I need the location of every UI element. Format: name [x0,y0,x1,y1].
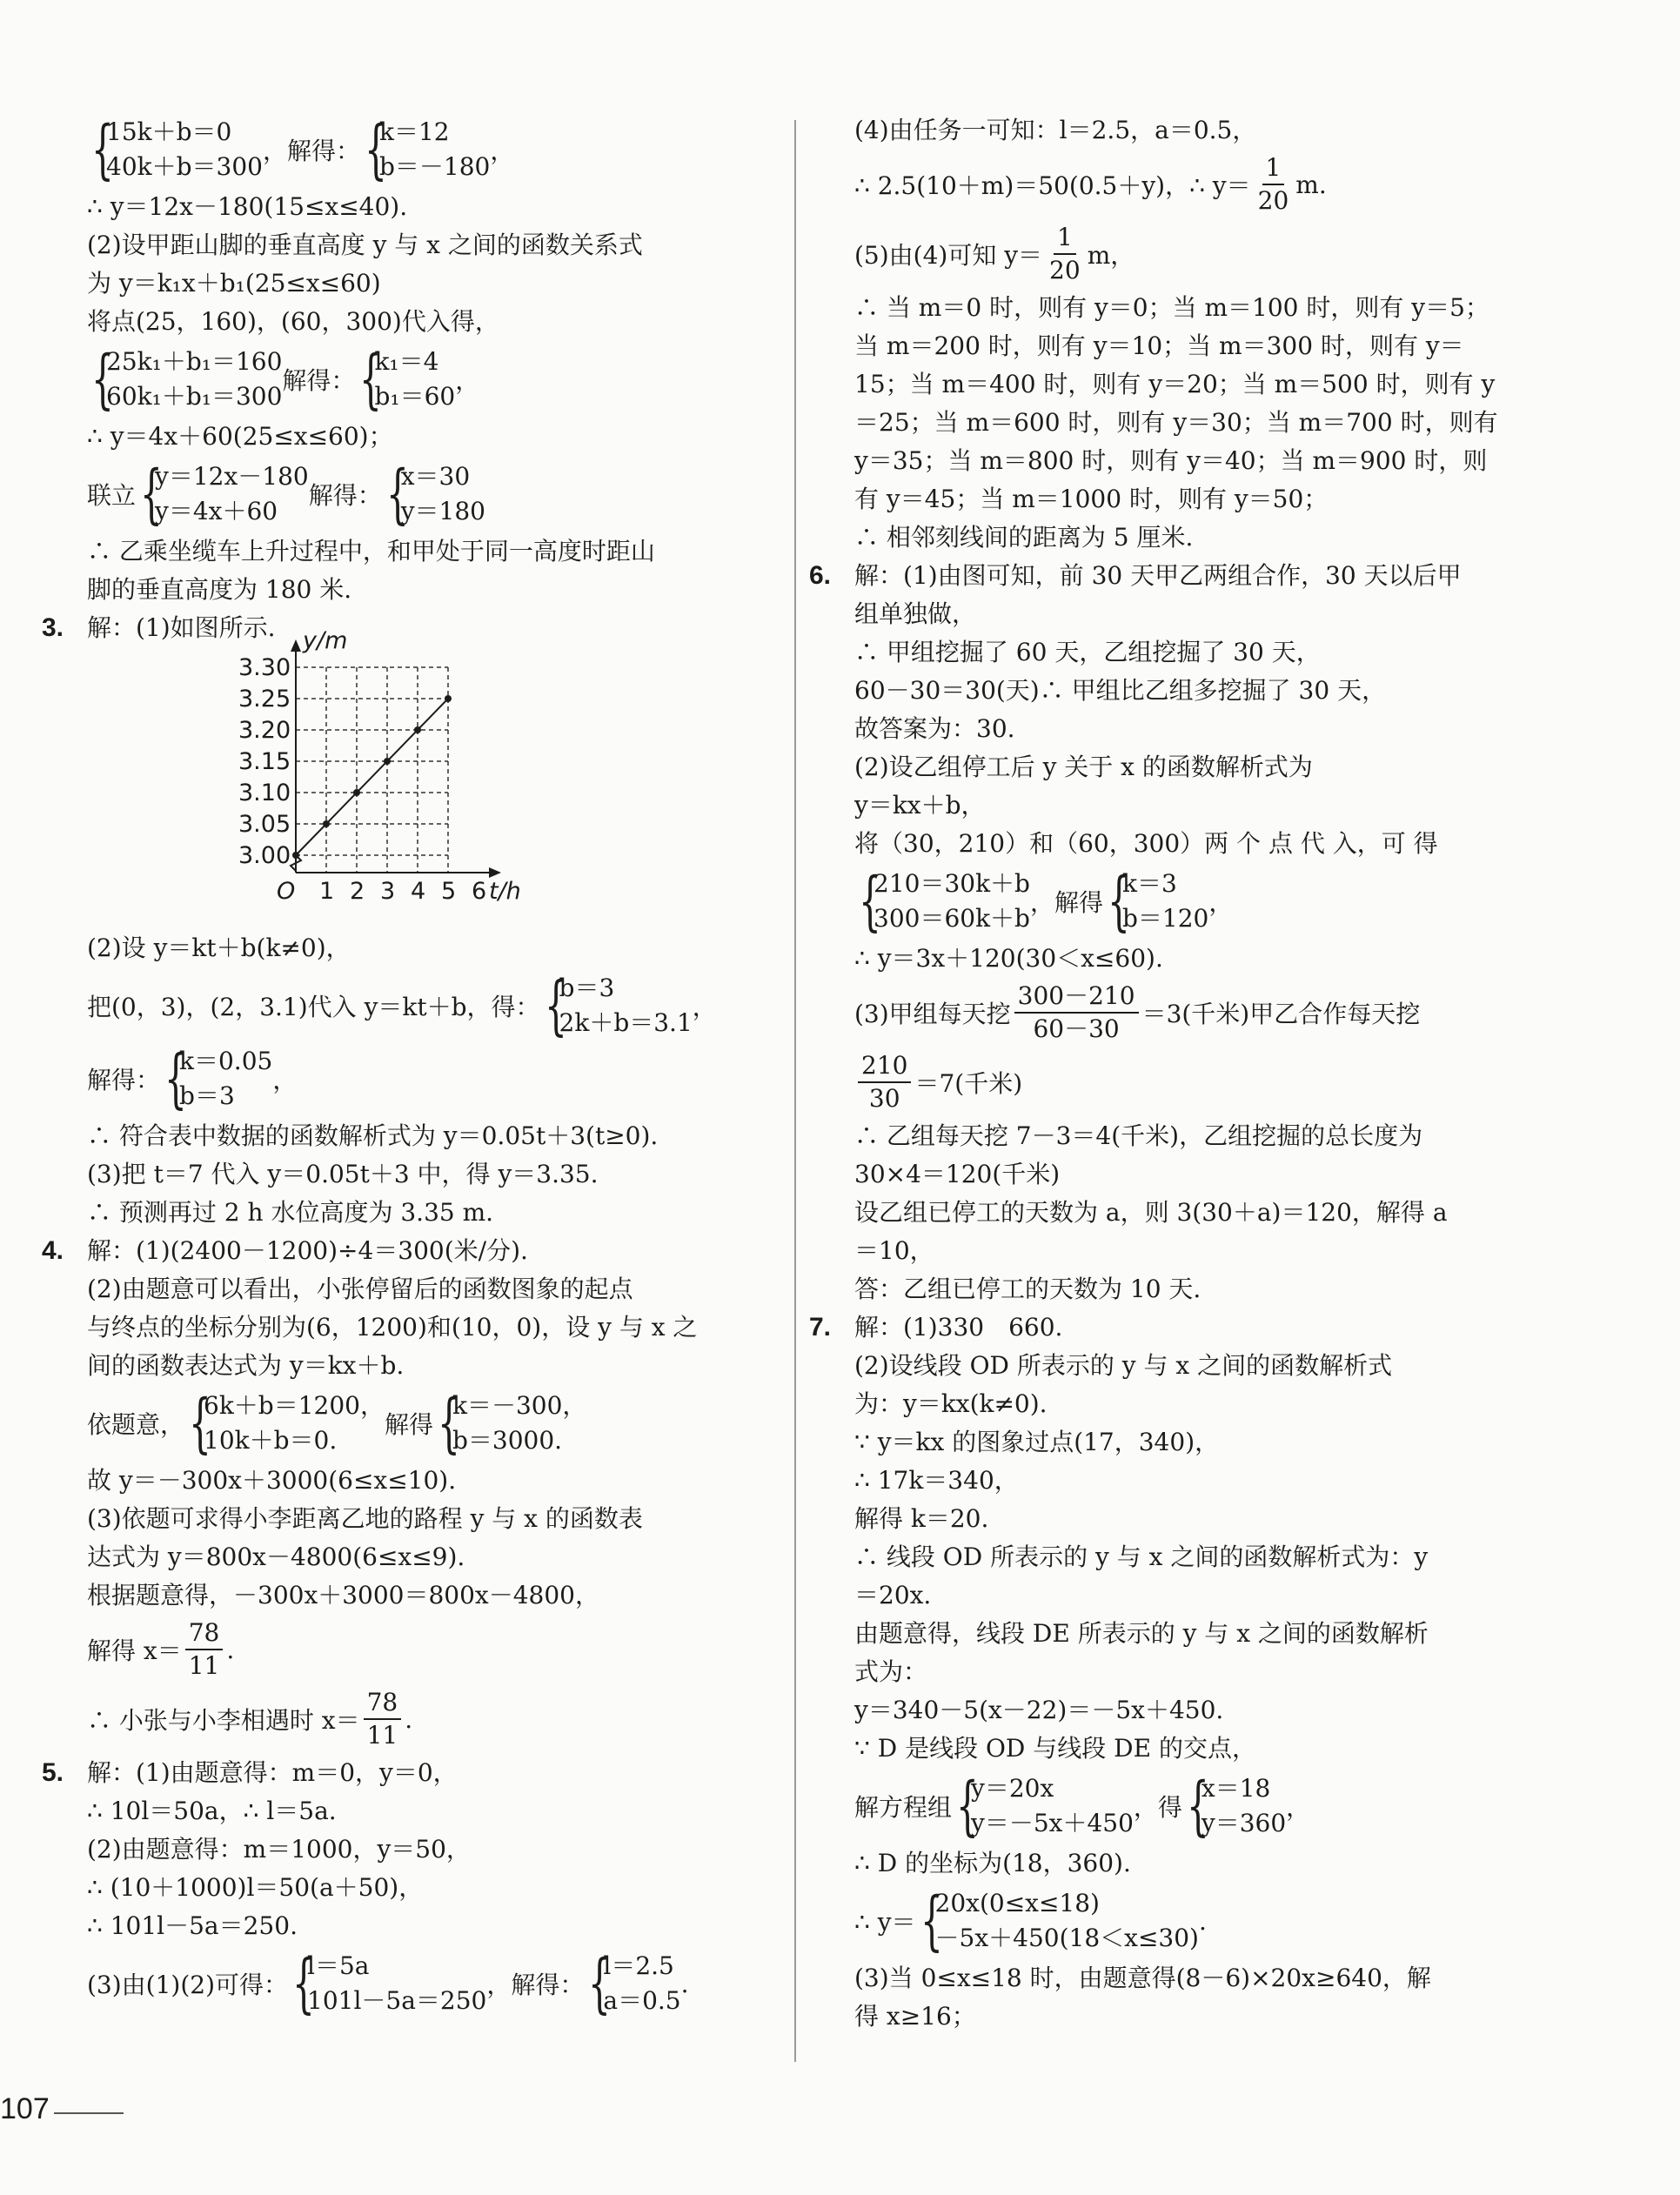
brace: { [437,1386,460,1461]
text-line: 解：(1)330 660. [854,1313,1063,1342]
data-point [353,789,360,796]
sys-row: k＝12 [378,117,450,146]
sys-row: 10k＋b＝0. [204,1426,338,1455]
frac-pre: (3)甲组每天挖 [854,1000,1011,1028]
text-line: ∵ D 是线段 OD 与线段 DE 的交点， [854,1734,1256,1763]
denominator: 60－30 [1033,1014,1120,1043]
frac-pre: 解得 x＝ [87,1636,182,1665]
text-line: 由题意得，线段 DE 所表示的 y 与 x 之间的函数解析 [854,1619,1429,1648]
equation-system [87,1041,783,1116]
sys-row: y＝12x－180 [155,462,309,491]
sys-row: b＝3 [179,1081,235,1110]
sys-row: a＝0.5 [603,1986,681,2015]
frac-tail: . [405,1704,413,1734]
text-line: 为 y＝k₁x＋b₁(25≤x≤60) [87,269,381,298]
text-line: ∴ y＝3x＋120(30＜x≤60). [854,944,1163,973]
text-line: ∴ y＝4x＋60(25≤x≤60)； [87,422,393,451]
text-line: 达式为 y＝800x－4800(6≤x≤9). [87,1543,465,1571]
sys-row: －5x＋450(18＜x≤30) [934,1924,1199,1952]
sys-row: b＝3 [559,974,615,1002]
frac-tail: ＝7(千米) [914,1069,1023,1098]
sys-row: b＝120 [1121,904,1209,933]
equation-system [87,968,783,1043]
frac-pre: (5)由(4)可知 y＝ [854,241,1043,270]
x-tick-label: 2 [350,878,365,905]
sys-row: b＝－180 [378,152,491,181]
sys-row: y＝－5x＋450 [971,1809,1134,1837]
sys-row: 15k＋b＝0 [106,117,232,146]
brace: { [90,112,114,187]
text-line: 为：y＝kx(k≠0). [854,1389,1047,1418]
y-tick-label: 3.05 [238,811,291,838]
left-column [42,111,783,2022]
text-line: 有 y＝45；当 m＝1000 时，则有 y＝50； [854,485,1329,513]
sys-mid: 解得 [384,1410,433,1439]
text-line: (3)依题可求得小李距离乙地的路程 y 与 x 的函数表 [87,1504,643,1533]
text-line: 故答案为：30. [854,714,1015,743]
sys-row: k＝3 [1121,869,1177,898]
text-line: ＝10， [854,1236,934,1265]
x-tick-label: 3 [380,878,396,905]
sys-row: l＝2.5 [603,1951,674,1980]
sys-pre: 解得： [87,1066,161,1094]
x-tick-label: 1 [319,878,335,905]
page-number: 107 [0,2092,50,2125]
text-line: 故 y＝－300x＋3000(6≤x≤10). [87,1466,457,1495]
text-line: ＝20x. [854,1581,932,1609]
sys-row: y＝4x＋60 [155,497,278,525]
text-line: 当 m＝200 时，则有 y＝10；当 m＝300 时，则有 y＝ [854,331,1464,360]
sys-pre: 把(0，3)，(2，3.1)代入 y＝kt＋b，得： [87,993,540,1021]
fraction-line [854,219,1516,289]
fraction [858,1050,911,1114]
sys-tail: ， [272,1066,298,1094]
sys-tail: ， [455,366,480,395]
data-point [384,758,391,765]
text-line: 得 x≥16； [854,2002,976,2031]
problem-number: 7. [809,1313,832,1342]
sys-row: 2k＋b＝3.1 [559,1008,693,1037]
sys-tail: . [680,1969,689,1998]
fraction [185,1617,224,1682]
brace: { [164,1041,187,1116]
fraction-line [87,1684,783,1754]
equation-system [87,112,783,187]
data-point [414,726,421,733]
text-line: y＝340－5(x－22)＝－5x＋450. [854,1696,1224,1724]
text-line: 根据题意得，－300x＋3000＝800x－4800， [87,1581,599,1609]
sys-pre: (3)由(1)(2)可得： [87,1971,288,1999]
denominator: 20 [1257,186,1289,215]
numerator: 1 [1262,152,1285,185]
y-tick-label: 3.15 [238,748,291,775]
text-line: 脚的垂直高度为 180 米. [87,575,352,604]
y-tick-label: 3.20 [238,717,291,744]
sys-row: 210＝30k＋b [873,869,1030,898]
brace: { [588,1946,612,2021]
water-level-chart [235,627,522,929]
brace: { [90,342,114,417]
frac-tail: ＝3(千米)甲乙合作每天挖 [1141,1000,1421,1028]
text-line: ∴ 预测再过 2 h 水位高度为 3.35 m. [87,1198,494,1227]
text-line: (2)由题意可以看出，小张停留后的函数图象的起点 [87,1275,633,1303]
frac-tail: m， [1087,241,1135,270]
brace: { [359,342,383,417]
problem-number: 4. [42,1236,64,1265]
fraction [1255,152,1293,217]
sys-pre: 依题意， [87,1410,185,1439]
y-axis-label: y/m [303,627,348,654]
column-divider [794,120,796,2062]
sys-mid: 解得： [282,366,356,395]
text-line: ∴ 相邻刻线间的距离为 5 厘米. [854,523,1194,552]
y-tick-label: 3.00 [238,842,291,869]
sys-row: l＝5a [307,1951,370,1980]
text-line: (2)由题意得：m＝1000，y＝50， [87,1835,471,1864]
equation-system [87,457,783,532]
equation-system [854,1769,1516,1844]
text-line: ∴ y＝12x－180(15≤x≤40). [87,192,408,221]
text-line: 将点(25，160)，(60，300)代入得， [87,307,499,336]
problem-number: 6. [809,561,832,590]
y-tick-label: 3.25 [238,686,291,713]
text-line: 设乙组已停工的天数为 a，则 3(30＋a)＝120，解得 a [854,1198,1448,1227]
sys-row: 25k₁＋b₁＝160 [106,347,283,376]
text-line: (2)设甲距山脚的垂直高度 y 与 x 之间的函数关系式 [87,231,643,259]
text-line: ∵ y＝kx 的图象过点(17，340)， [854,1428,1220,1456]
series-line [296,699,448,855]
frac-pre: ∴ 小张与小李相遇时 x＝ [87,1706,360,1735]
right-column [809,111,1516,2036]
brace: { [858,864,881,939]
sys-mid: ，得 [1133,1793,1182,1822]
problem-4-start [42,1232,783,1270]
text-line: 间的函数表达式为 y＝kx＋b. [87,1351,405,1380]
equation-system [87,1386,783,1461]
y-tick-label: 3.30 [238,654,291,681]
data-point [445,695,452,702]
brace: { [544,968,567,1043]
numerator: 78 [364,1687,402,1720]
text-line: 解：(1)由图可知，前 30 天甲乙两组合作，30 天以后甲 [854,561,1462,590]
problem-6-start [809,557,1516,595]
text-line: (4)由任务一可知：l＝2.5，a＝0.5， [854,116,1257,144]
x-axis-arrow [489,867,501,878]
text-line: ＝25；当 m＝600 时，则有 y＝30；当 m＝700 时，则有 [854,408,1498,437]
sys-row: 40k＋b＝300 [106,152,263,181]
piecewise-function [854,1886,1516,1956]
sys-tail: ， [490,137,515,165]
sys-pre: 联立 [87,481,137,510]
text-line: ∴ 乙乘坐缆车上升过程中，和甲处于同一高度时距山 [87,537,655,565]
fraction-line [854,978,1516,1047]
equation-system [87,1946,783,2021]
x-tick-label: 5 [441,878,457,905]
text-line: ∴ 101l－5a＝250. [87,1911,298,1940]
brace: { [291,1946,315,2021]
sys-row: k＝－300， [452,1391,587,1420]
brace: { [920,1884,943,1958]
frac-tail: . [226,1635,235,1664]
sys-row: y＝360 [1201,1809,1287,1837]
text-line: 解：(1)由题意得：m＝0，y＝0， [87,1758,458,1787]
frac-tail: m. [1295,170,1327,199]
sys-row: 6k＋b＝1200， [204,1391,385,1420]
numerator: 1 [1054,222,1076,255]
denominator: 30 [868,1084,900,1113]
sys-row: x＝18 [1201,1774,1271,1803]
text-line: ∴ 线段 OD 所表示的 y 与 x 之间的函数解析式为：y [854,1543,1429,1571]
denominator: 11 [366,1721,398,1750]
text-line: (2)设乙组停工后 y 关于 x 的函数解析式为 [854,753,1313,781]
sys-row: x＝30 [400,462,471,491]
sys-tail: ， [1208,888,1234,917]
text-line: ∴ 符合表中数据的函数解析式为 y＝0.05t＋3(t≥0). [87,1121,659,1150]
text-line: ∴ 乙组每天挖 7－3＝4(千米)，乙组挖掘的总长度为 [854,1121,1423,1150]
equation-system [854,864,1516,939]
fraction [1014,980,1139,1045]
text-line: 式为： [854,1657,928,1686]
text-line: ∴ 当 m＝0 时，则有 y＝0；当 m＝100 时，则有 y＝5； [854,293,1489,322]
sys-row: k＝0.05 [179,1047,273,1075]
text-line: ∴ (10＋1000)l＝50(a＋50)， [87,1873,424,1902]
text-line: (2)设线段 OD 所表示的 y 与 x 之间的函数解析式 [854,1351,1393,1380]
text-line: ∴ 17k＝340， [854,1466,1019,1495]
brace: { [1186,1769,1209,1844]
sys-tail: . [1198,1906,1207,1936]
sys-row: y＝20x [971,1774,1054,1803]
origin-label: O [277,878,296,905]
sys-row: 101l－5a＝250 [307,1986,487,2015]
sys-row: 60k₁＋b₁＝300 [106,382,283,411]
text-line: ∴ 10l＝50a，∴ l＝5a. [87,1797,337,1825]
text-line: 解得 k＝20. [854,1504,989,1533]
text-line: 组单独做， [854,599,977,628]
text-line: 60－30＝30(天)∴ 甲组比乙组多挖掘了 30 天， [854,676,1387,705]
fraction [364,1687,402,1751]
sys-row: b₁＝60 [374,382,456,411]
text-line: 解：(1)(2400－1200)÷4＝300(米/分). [87,1236,528,1265]
fraction-line [854,150,1516,219]
problem-5-start [42,1754,783,1792]
sys-mid: 解得： [308,481,382,510]
brace: { [385,457,409,532]
text-line: 解：(1)如图所示. [87,613,276,642]
text-line: 15；当 m＝400 时，则有 y＝20；当 m＝500 时，则有 y [854,370,1496,398]
x-tick-label: 4 [411,878,426,905]
problem-number: 5. [42,1758,64,1787]
denominator: 11 [188,1651,220,1680]
x-tick-label: 6 [472,878,487,905]
text-line: (3)把 t＝7 代入 y＝0.05t＋3 中，得 y＝3.35. [87,1160,599,1188]
problem-3-start [42,609,783,647]
text-line: 30×4＝120(千米) [854,1160,1061,1188]
brace: { [139,457,163,532]
sys-pre: 解方程组 [854,1793,953,1822]
x-axis-label: t/h [489,878,521,905]
fraction-line [87,1615,783,1684]
sys-row: 300＝60k＋b [873,904,1030,933]
y-tick-label: 3.10 [238,780,291,806]
page-number-rule [54,2112,124,2114]
text-line: (2)设 y＝kt＋b(k≠0)， [87,934,351,962]
brace: { [188,1386,211,1461]
sys-tail: ， [692,993,717,1021]
sys-mid: ，解得： [486,1971,585,1999]
sys-row: y＝180 [400,497,485,525]
sys-row: 20x(0≤x≤18) [934,1889,1100,1917]
fraction [1046,222,1084,286]
sys-row: k₁＝4 [374,347,439,376]
text-line: 与终点的坐标分别为(6，1200)和(10，0)，设 y 与 x 之 [87,1313,698,1342]
fraction-line [854,1047,1516,1117]
numerator: 300－210 [1014,980,1139,1014]
brace: { [1107,864,1130,939]
numerator: 210 [858,1050,911,1083]
text-line: 将（30，210）和（60，300）两 个 点 代 入，可 得 [854,829,1438,858]
denominator: 20 [1049,256,1081,284]
sys-mid: ，解得： [262,137,360,165]
text-line: y＝kx＋b， [854,791,986,820]
data-point [323,820,330,827]
problem-number: 3. [42,613,64,642]
problem-7-start [809,1308,1516,1347]
text-line: y＝35；当 m＝800 时，则有 y＝40；当 m＝900 时，则 [854,446,1488,475]
brace: { [364,112,387,187]
sys-pre: ∴ y＝ [854,1908,916,1937]
brace: { [955,1769,979,1844]
sys-mid: ，解得 [1029,888,1103,917]
sys-row: b＝3000. [452,1426,563,1455]
text-line: ∴ D 的坐标为(18，360). [854,1849,1131,1877]
sys-tail: ， [1286,1793,1311,1822]
text-line: ∴ 甲组挖掘了 60 天，乙组挖掘了 30 天， [854,638,1321,666]
equation-system [87,342,783,417]
text-line: 答：乙组已停工的天数为 10 天. [854,1275,1201,1303]
numerator: 78 [185,1617,224,1650]
data-point [292,852,299,859]
frac-pre: ∴ 2.5(10＋m)＝50(0.5＋y)，∴ y＝ [854,171,1251,200]
text-line: (3)当 0≤x≤18 时，由题意得(8－6)×20x≥640，解 [854,1964,1431,1992]
